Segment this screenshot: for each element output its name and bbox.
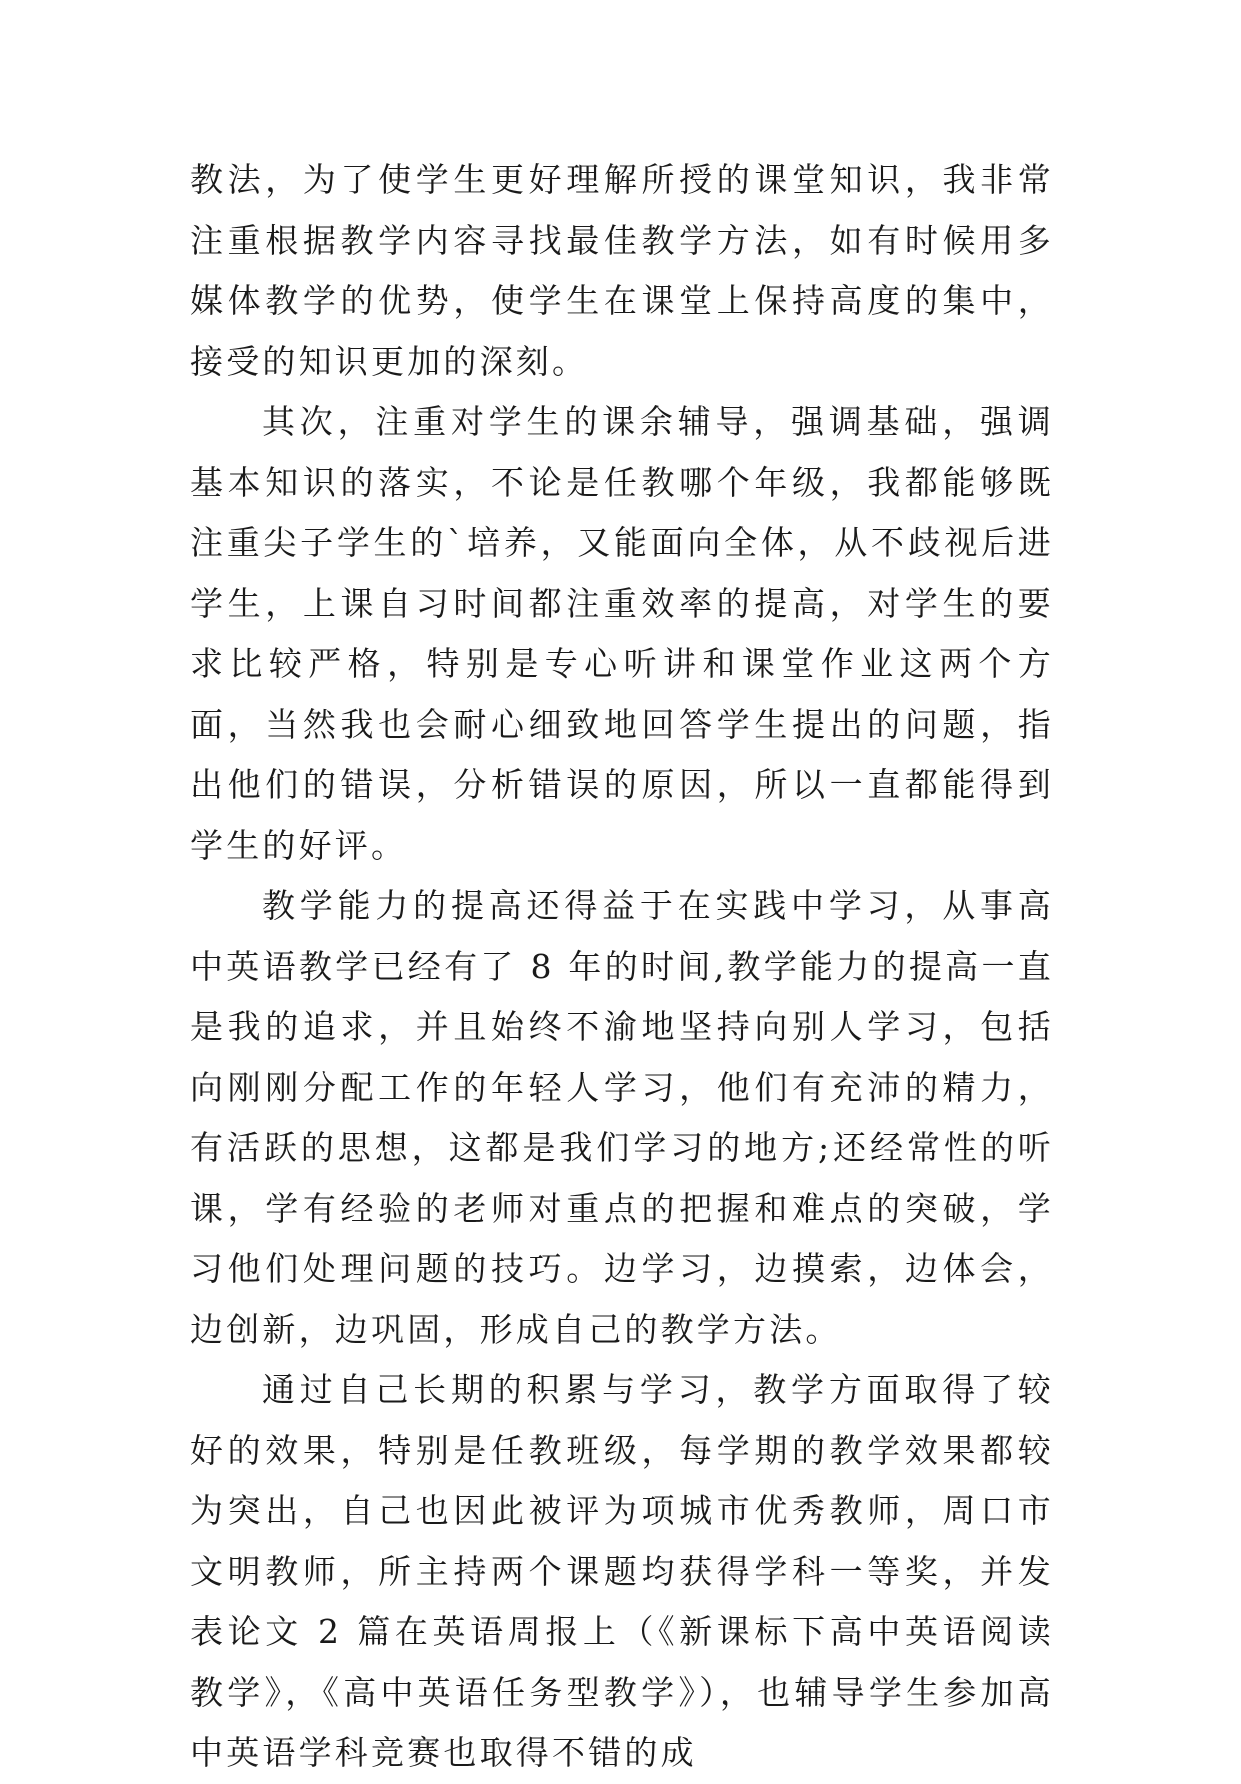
paragraph-line: 其次，注重对学生的课余辅导，强调基础，强调基本知 (190, 402, 1054, 502)
paragraph-line: 学》），也辅导学生参加高中英语学科竞赛也取得不错的成 (190, 1672, 1054, 1772)
paragraph-line: 通过自己长期的积累与学习，教学方面取得了较好的效 (190, 1370, 1054, 1470)
paragraph-line: 间都注重效率的提高，对学生的要求比较严格，特别是专心 (190, 583, 1054, 683)
paragraph-line: 生提出的问题，指出他们的错误，分析错误的原因，所以一 (190, 704, 1054, 804)
paragraph-line: 个课题均获得学科一等奖，并发表论文 2 篇在英语周报上 (190, 1551, 1054, 1651)
paragraph-line: 识的落实，不论是任教哪个年级，我都能够既注重尖子学生 (190, 462, 1055, 562)
paragraph-line: （《新课标下高中英语阅读教学》，《高中英语任务型教 (190, 1612, 1054, 1712)
paragraph-line: 果，特别是任教班级，每学期的教学效果都较为突出，自己 (190, 1430, 1055, 1530)
paragraph-line: 据教学内容寻找最佳教学方法，如有时候用多媒体教学的优 (190, 220, 1055, 320)
paragraph-2 (190, 392, 1054, 876)
paragraph-line: 索，边体会，边创新，边巩固，形成自己的教学方法。 (190, 1249, 1054, 1349)
paragraph-line: 轻人学习，他们有充沛的精力，有活跃的思想，这都是我们 (190, 1067, 1054, 1167)
paragraph-line: 握和难点的突破，学习他们处理问题的技巧。边学习，边摸 (190, 1188, 1054, 1288)
paragraph-line: 教学能力的提高还得益于在实践中学习，从事高中英语 (190, 886, 1054, 986)
paragraph-line: 也因此被评为项城市优秀教师，周口市文明教师，所主持两 (190, 1491, 1054, 1591)
paragraph-line: 的`培养，又能面向全体，从不歧视后进学生，上课自习时 (190, 523, 1054, 623)
paragraph-line: 刻。 (515, 341, 589, 381)
paragraph-line: 并且始终不渝地坚持向别人学习，包括向刚刚分配工作的年 (190, 1007, 1054, 1107)
paragraph-line: 直都能得到学生的好评。 (190, 765, 1055, 865)
document-page (190, 150, 1054, 1784)
paragraph-line: 学习的地方;还经常性的听课，学有经验的老师对重点的把 (190, 1128, 1054, 1228)
paragraph-4 (190, 1360, 1054, 1784)
paragraph-1 (190, 150, 1054, 392)
paragraph-line: 教学已经有了 8 年的时间,教学能力的提高一直是我的追求， (190, 946, 1054, 1046)
paragraph-line: 势，使学生在课堂上保持高度的集中，接受的知识更加的深 (190, 281, 1054, 381)
paragraph-line: 听讲和课堂作业这两个方面，当然我也会耐心细致地回答学 (190, 644, 1054, 744)
paragraph-3 (190, 876, 1054, 1360)
paragraph-line: 教法，为了使学生更好理解所授的课堂知识，我非常注重根 (190, 160, 1054, 260)
